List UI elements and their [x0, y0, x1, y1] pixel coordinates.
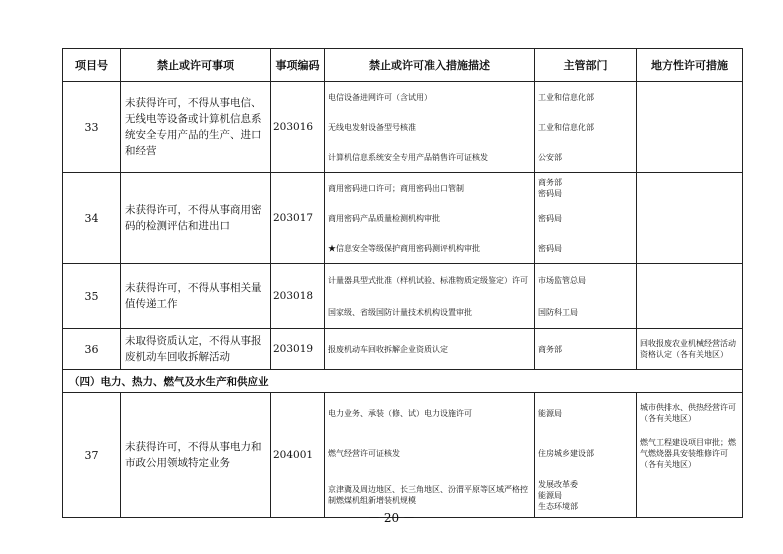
header-local: 地方性许可措施 — [637, 49, 743, 82]
measure-desc: 计算机信息系统安全专用产品销售许可证核发 — [328, 152, 488, 162]
dept-text: 公安部 — [538, 152, 562, 162]
dept-text: 密码局 — [538, 243, 562, 253]
item-code: 203016 — [271, 82, 325, 173]
local-measure — [637, 264, 743, 329]
measures-cell — [325, 82, 535, 173]
dept-text: 国防科工局 — [538, 307, 578, 317]
measures-cell — [325, 393, 535, 518]
local-cell — [637, 393, 743, 518]
item-number: 36 — [63, 329, 121, 370]
table-row — [63, 82, 743, 173]
measure-desc: 燃气经营许可证核发 — [328, 448, 400, 458]
dept-text: 发展改革委 能源局 生态环境部 — [538, 479, 578, 511]
item-number: 35 — [63, 264, 121, 329]
dept-cell — [535, 264, 637, 329]
header-item: 禁止或许可事项 — [121, 49, 271, 82]
dept-text: 商务部 密码局 — [538, 178, 562, 198]
measure-desc: 无线电发射设备型号核准 — [328, 122, 416, 132]
header-item-no: 项目号 — [63, 49, 121, 82]
item-text: 未获得许可，不得从事相关量值传递工作 — [121, 264, 271, 329]
measure-desc: ★信息安全等级保护商用密码测评机构审批 — [328, 243, 480, 253]
dept-text: 市场监管总局 — [538, 275, 586, 285]
dept-cell — [535, 393, 637, 518]
header-code: 事项编码 — [271, 49, 325, 82]
header-row — [63, 49, 743, 82]
measure-desc: 计量器具型式批准（样机试验、标准物质定级鉴定）许可 — [328, 275, 528, 285]
table-row — [63, 264, 743, 329]
dept-cell — [535, 82, 637, 173]
page-number: － 20 － — [368, 511, 415, 525]
item-code: 203019 — [271, 329, 325, 370]
dept-text: 住房城乡建设部 — [538, 448, 594, 458]
dept-text: 工业和信息化部 — [538, 122, 594, 132]
item-number: 34 — [63, 173, 121, 264]
measure-desc: 商用密码产品质量检测机构审批 — [328, 213, 440, 223]
dept-text: 能源局 — [538, 408, 562, 418]
table-row — [63, 393, 743, 518]
measure-desc: 商用密码进口许可；商用密码出口管制 — [328, 183, 464, 193]
item-number: 37 — [63, 393, 121, 518]
item-code: 204001 — [271, 393, 325, 518]
measures-cell — [325, 264, 535, 329]
measure-desc: 报废机动车回收拆解企业资质认定 — [328, 344, 448, 354]
item-text: 未获得许可，不得从事电信、无线电等设备或计算机信息系统安全专用产品的生产、进口和经营 — [121, 82, 271, 173]
measure-desc: 电信设备进网许可（含试用） — [328, 92, 432, 102]
header-dept: 主管部门 — [535, 49, 637, 82]
item-code: 203017 — [271, 173, 325, 264]
measures-cell — [325, 173, 535, 264]
local-measure: 燃气工程建设项目审批；燃气燃烧器具安装维修许可（各有关地区） — [640, 437, 736, 469]
table-row — [63, 329, 743, 370]
table-row — [63, 173, 743, 264]
measures-cell — [325, 329, 535, 370]
item-code: 203018 — [271, 264, 325, 329]
measure-desc: 京津冀及周边地区、长三角地区、汾渭平原等区域严格控制燃煤机组新增装机规模 — [328, 485, 528, 505]
local-measure — [637, 173, 743, 264]
permit-table — [62, 48, 743, 518]
item-text: 未取得资质认定，不得从事报废机动车回收拆解活动 — [121, 329, 271, 370]
item-text: 未获得许可，不得从事商用密码的检测评估和进出口 — [121, 173, 271, 264]
item-text: 未获得许可，不得从事电力和市政公用领域特定业务 — [121, 393, 271, 518]
measure-desc: 电力业务、承装（修、试）电力设施许可 — [328, 408, 472, 418]
dept-cell — [535, 329, 637, 370]
local-measure: 回收报废农业机械经营活动资格认定（各有关地区） — [637, 329, 743, 370]
item-number: 33 — [63, 82, 121, 173]
category-title: （四）电力、热力、燃气及水生产和供应业 — [63, 370, 743, 393]
category-row — [63, 370, 743, 393]
measure-desc: 国家级、省级国防计量技术机构设置审批 — [328, 307, 472, 317]
local-measure: 城市供排水、供热经营许可（各有关地区） — [640, 403, 736, 423]
dept-text: 工业和信息化部 — [538, 92, 594, 102]
local-measure — [637, 82, 743, 173]
dept-text: 密码局 — [538, 213, 562, 223]
dept-cell — [535, 173, 637, 264]
dept-text: 商务部 — [538, 344, 562, 354]
header-measures: 禁止或许可准入措施描述 — [325, 49, 535, 82]
